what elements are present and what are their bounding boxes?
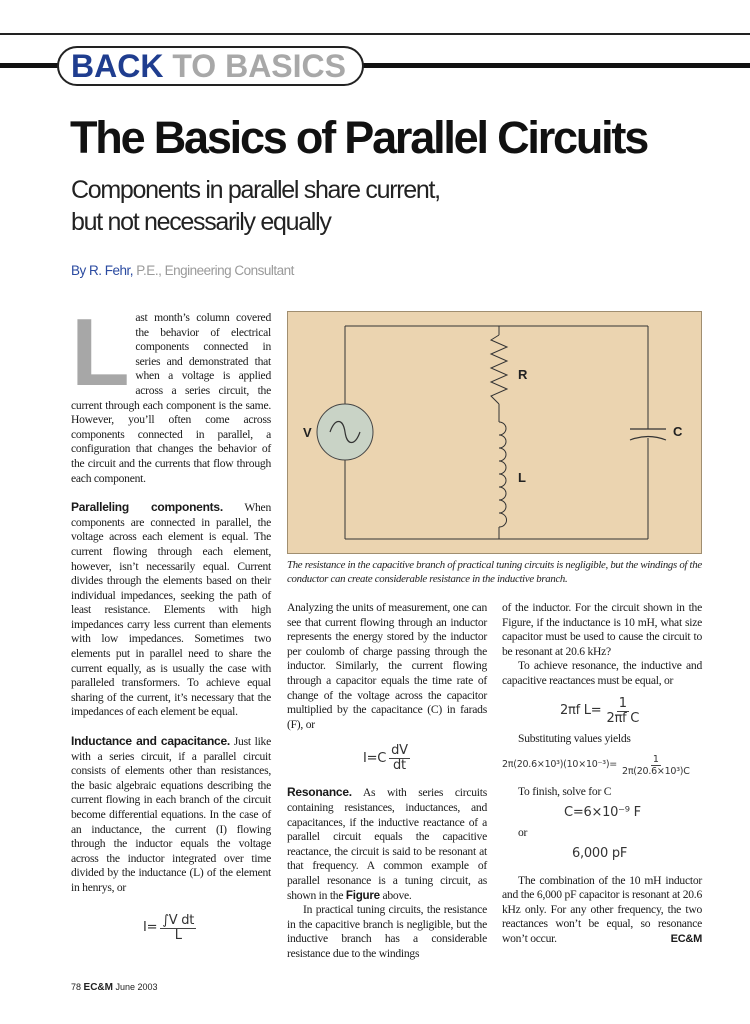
reactance-paragraph: To achieve resonance, the inductive and capacitive reactances must be equal, or bbox=[502, 659, 702, 687]
figure-reference: Figure bbox=[345, 888, 380, 902]
top-rule bbox=[0, 33, 750, 35]
substituting-text: Substituting values yields bbox=[518, 731, 631, 745]
resonance-equation bbox=[560, 697, 702, 726]
article-title: The Basics of Parallel Circuits bbox=[70, 112, 648, 163]
label-v: V bbox=[303, 425, 312, 440]
drop-cap: L bbox=[71, 299, 130, 406]
eq-resonance-lhs: 2πf L= bbox=[560, 702, 602, 718]
section-badge-part2: TO BASICS bbox=[172, 48, 346, 84]
eq-resonance-numerator: 1 bbox=[618, 695, 627, 711]
eq-substitution-lhs: 2π(20.6×10³)(10×10⁻³)= bbox=[502, 759, 618, 771]
eq-substitution-numerator: 1 bbox=[652, 754, 659, 766]
label-r: R bbox=[518, 367, 528, 382]
subtitle-line-2: but not necessarily equally bbox=[71, 208, 331, 236]
inductor-current-equation bbox=[143, 914, 271, 943]
label-c: C bbox=[673, 424, 683, 439]
heading-inductance: Inductance and capacitance. bbox=[71, 734, 230, 749]
byline-role: P.E., Engineering Consultant bbox=[136, 263, 294, 278]
section-badge bbox=[57, 46, 364, 86]
resonance-text-b: above. bbox=[379, 888, 412, 902]
inductor-icon bbox=[499, 422, 507, 527]
issue-date: June 2003 bbox=[115, 982, 158, 992]
section-rule-left bbox=[0, 63, 62, 68]
heading-paralleling: Paralleling components. bbox=[71, 500, 223, 515]
intro-paragraph: ast month’s column covered the behavior of electrical components connected in series and demonstrated that when a voltage is applied across a series circuit, the current through each component is the same. However, you’ll often come across components connected in parallel, a configuration that changes the behavior of the circuit and the currents that flow through each component. bbox=[71, 311, 271, 485]
page-number: 78 bbox=[71, 982, 82, 992]
capacitor-current-equation bbox=[363, 744, 487, 773]
eq-inductor-numerator: ∫V dt bbox=[162, 912, 195, 928]
heading-resonance: Resonance. bbox=[287, 785, 352, 800]
substitution-equation bbox=[502, 754, 702, 777]
inductance-paragraph bbox=[71, 734, 271, 896]
eq-capacitor-lhs: I=C bbox=[363, 750, 387, 766]
page-footer bbox=[71, 982, 158, 993]
tuning-paragraph: In practical tuning circuits, the resistance in the capacitive branch is negligible, but the inductive branch has a considerable resistance due to the windings bbox=[287, 903, 487, 960]
end-mark: EC&M bbox=[670, 932, 702, 945]
paralleling-paragraph bbox=[71, 500, 271, 720]
column-1 bbox=[71, 299, 272, 943]
capacitance-result bbox=[564, 806, 702, 821]
resonance-paragraph bbox=[287, 785, 487, 903]
section-rule-right bbox=[360, 63, 750, 68]
eq-capacitor-numerator: dV bbox=[391, 743, 408, 759]
label-l: L bbox=[518, 470, 526, 485]
column-3 bbox=[502, 601, 702, 947]
conclusion-paragraph bbox=[502, 874, 702, 947]
magazine-name: EC&M bbox=[83, 982, 113, 993]
conclusion-text: The combination of the 10 mH inductor and the 6,000 pF capacitor is resonant at 20.6 kHz only. For any other frequency, the two reactances won’t be equal, so resonance won’t occur. bbox=[502, 873, 702, 945]
eq-capacitance-value: C=6×10⁻⁹ F bbox=[564, 804, 641, 820]
column-2 bbox=[287, 601, 487, 961]
eq-capacitor-denominator: dt bbox=[392, 758, 406, 774]
eq-picofarad-value: 6,000 pF bbox=[572, 845, 628, 861]
eq-resonance-denominator: 2πf C bbox=[606, 710, 640, 726]
eq-inductor-lhs: I= bbox=[143, 919, 158, 935]
figure-caption: The resistance in the capacitive branch of practical tuning circuits is negligible, but the windings of the conductor can create considerable resistance in the inductive branch. bbox=[287, 559, 702, 585]
units-paragraph: Analyzing the units of measurement, one can see that current flowing through an inductor represents the energy stored by the inductor per coulomb of charge passing through the inductor. Similarly, the current flowing through a capacitor equals the time rate of change of the voltage across the capacitor multiplied by the capacitance (C) in farads (F), or bbox=[287, 601, 487, 731]
circuit-figure bbox=[287, 311, 702, 554]
picofarad-result bbox=[572, 847, 702, 862]
parallel-circuit-diagram bbox=[288, 312, 703, 555]
subtitle-line-1: Components in parallel share current, bbox=[71, 176, 440, 204]
resonance-text-a: As with series circuits containing resistances, inductances, and capacitances, if the inductive reactance of a parallel circuit equals the capacitive reactance, the circuit is said to be resonant at that frequency. A common example of parallel resonance is a tuning circuit, as shown in the bbox=[287, 786, 487, 902]
byline-name: By R. Fehr, bbox=[71, 263, 134, 278]
eq-inductor-denominator: L bbox=[174, 927, 182, 943]
or-text: or bbox=[518, 826, 528, 840]
eq-substitution-denominator: 2π(20.6×10³)C bbox=[622, 766, 690, 778]
resistor-icon bbox=[491, 335, 507, 404]
byline bbox=[71, 263, 294, 278]
paralleling-text: When components are connected in parallel, the voltage across each element is equal. The current flowing through each element, however, isn’t necessarily equal. Current divides through the elements based on their individual impedances, seeking the path of least resistance. Elements with high impedances carry less current than elements with low impedances. Sometimes two elements put in parallel need to share the current equally, as is usually the case with paralleled transformers. To achieve equal sharing of the current, it’s necessary that the impedances of each element be equal. bbox=[71, 501, 272, 719]
section-badge-part1: BACK bbox=[71, 48, 164, 84]
inductor-question-paragraph: of the inductor. For the circuit shown in the Figure, if the inductance is 10 mH, what size capacitor must be used to cause the circuit to be resonant at 20.6 kHz? bbox=[502, 601, 702, 658]
article-subtitle bbox=[71, 174, 531, 238]
inductance-text: Just like with a series circuit, if a parallel circuit consists of elements other than resistances, the basic algebraic equations describing the current flowing in each branch of the circuit become differential equations. In the case of an inductance, the current (I) flowing through the inductor equals the voltage across the inductor integrated over time divided by the inductance (L) of the element in henrys, or bbox=[71, 735, 271, 894]
finish-text: To finish, solve for C bbox=[518, 785, 612, 799]
